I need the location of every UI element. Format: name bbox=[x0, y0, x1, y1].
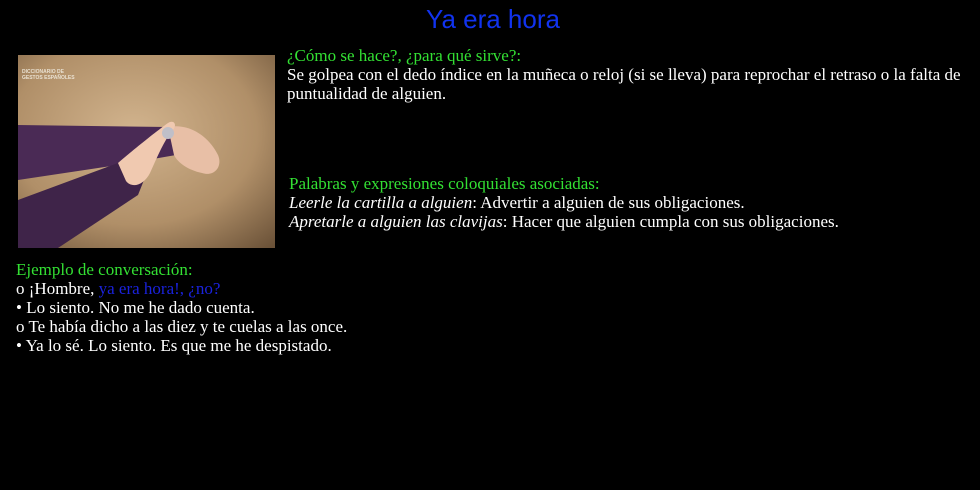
conversation-line: • Ya lo sé. Lo siento. Es que me he despistado. bbox=[16, 336, 332, 355]
expression-definition: : Advertir a alguien de sus obligaciones. bbox=[472, 193, 745, 212]
how-section bbox=[287, 46, 967, 103]
conversation-line: o Te había dicho a las diez y te cuelas a las once. bbox=[16, 317, 348, 336]
conversation-line: • Lo siento. No me he dado cuenta. bbox=[16, 298, 255, 317]
expression-phrase: Leerle la cartilla a alguien bbox=[289, 193, 473, 212]
dictionary-logo: DICCIONARIO DE GESTOS ESPAÑOLES bbox=[22, 69, 75, 81]
conversation-line bbox=[16, 279, 616, 298]
conversation-line-prefix: o ¡Hombre, bbox=[16, 279, 99, 298]
page-title: Ya era hora bbox=[426, 4, 560, 34]
conversation-section bbox=[16, 260, 616, 355]
expression-definition: : Hacer que alguien cumpla con sus obligaciones. bbox=[502, 212, 839, 231]
expressions-section bbox=[289, 174, 969, 231]
conversation-highlight: ya era hora!, ¿no? bbox=[98, 279, 221, 298]
gesture-photo bbox=[18, 55, 275, 248]
expression-item bbox=[289, 193, 969, 212]
expressions-heading: Palabras y expresiones coloquiales asociadas: bbox=[289, 174, 600, 193]
conversation-heading: Ejemplo de conversación: bbox=[16, 260, 193, 279]
expression-phrase: Apretarle a alguien las clavijas bbox=[289, 212, 503, 231]
how-heading: ¿Cómo se hace?, ¿para qué sirve?: bbox=[287, 46, 522, 65]
how-text: Se golpea con el dedo índice en la muñeca o reloj (si se lleva) para reprochar el retraso o la falta de puntualidad de alguien. bbox=[287, 65, 961, 103]
expression-item bbox=[289, 212, 969, 231]
